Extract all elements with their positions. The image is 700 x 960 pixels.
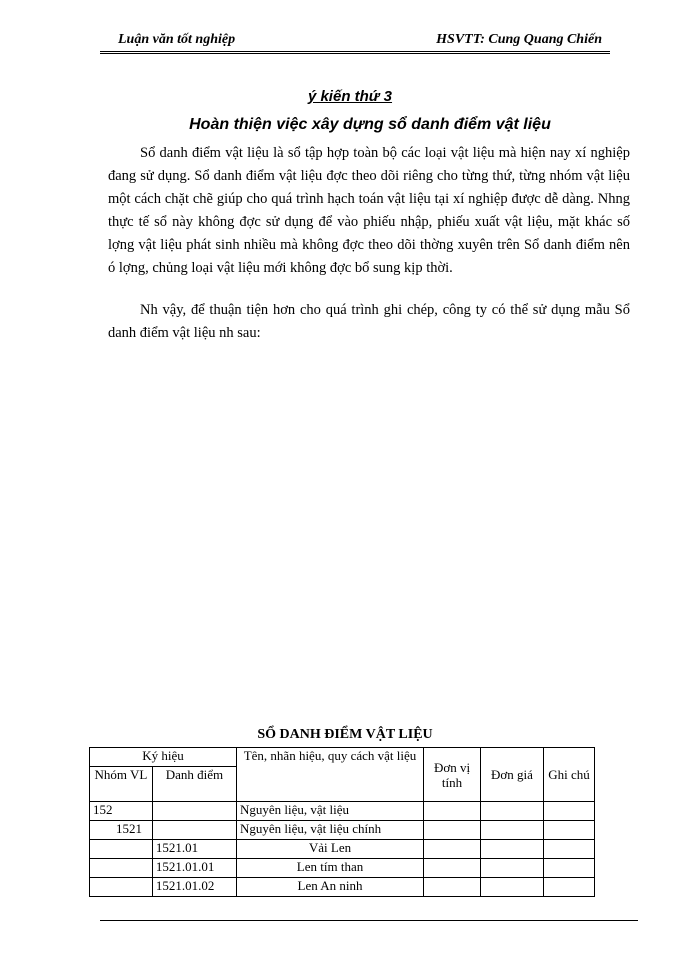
cell-nhom: 152 [90, 802, 153, 821]
cell-ten: Len tím than [237, 859, 424, 878]
header-rule [100, 51, 610, 54]
header-ky-hieu: Ký hiệu [90, 748, 237, 767]
header-danh-diem: Danh điểm [152, 767, 236, 802]
header-don-gia: Đơn giá [481, 748, 544, 802]
section-heading: ý kiến thứ 3 [307, 88, 393, 105]
cell-ten: Nguyên liệu, vật liệu [237, 802, 424, 821]
cell-nhom [90, 878, 153, 897]
cell-don-vi [424, 821, 481, 840]
cell-don-gia [481, 878, 544, 897]
footer-rule [100, 920, 638, 921]
cell-don-vi [424, 859, 481, 878]
material-catalog-table [89, 747, 595, 897]
header-ghi-chu: Ghi chú [544, 748, 595, 802]
cell-don-gia [481, 821, 544, 840]
cell-don-gia [481, 802, 544, 821]
cell-ghi-chu [544, 859, 595, 878]
table-row [90, 878, 595, 897]
section-subheading: Hoàn thiện việc xây dựng sổ danh điểm vật liệu [189, 116, 551, 133]
cell-ghi-chu [544, 840, 595, 859]
cell-nhom: 1521 [90, 821, 153, 840]
cell-danh-diem: 1521.01.02 [152, 878, 236, 897]
cell-don-gia [481, 859, 544, 878]
cell-danh-diem [152, 821, 236, 840]
cell-ghi-chu [544, 821, 595, 840]
cell-don-gia [481, 840, 544, 859]
cell-don-vi [424, 802, 481, 821]
header-thesis-title: Luận văn tốt nghiệp [118, 32, 236, 47]
table-row [90, 859, 595, 878]
cell-ghi-chu [544, 802, 595, 821]
body-paragraph-2: Nh vậy, để thuận tiện hơn cho quá trình ghi chép, công ty có thể sử dụng mẫu Sổ danh điểm vật liệu nh sau: [108, 302, 630, 341]
cell-nhom [90, 859, 153, 878]
table-row [90, 802, 595, 821]
table-title: SỔ DANH ĐIỂM VẬT LIỆU [257, 727, 433, 742]
header-ten: Tên, nhãn hiệu, quy cách vật liệu [237, 748, 424, 802]
cell-danh-diem [152, 802, 236, 821]
table-row [90, 840, 595, 859]
cell-danh-diem: 1521.01 [152, 840, 236, 859]
body-paragraph-1: Sổ danh điểm vật liệu là sổ tập hợp toàn bộ các loại vật liệu mà hiện nay xí nghiệp đang sử dụng. Sổ danh điểm vật liệu đợc theo dõi riêng cho từng thứ, từng nhóm vật liệu một cách chặt chẽ giúp cho quá trình hạch toán vật liệu tại xí nghiệp được dễ dàng. Nhng thực tế sổ này không đợc sử dụng để vào phiếu nhập, phiếu xuất vật liệu, mặt khác số lợng vật liệu phát sinh nhiều mà không đợc theo dõi thờng xuyên trên Sổ danh điểm nên ó lợng, chủng loại vật liệu mới không đợc bổ sung kịp thời. [108, 145, 630, 276]
header-don-vi: Đơn vị tính [424, 748, 481, 802]
cell-ghi-chu [544, 878, 595, 897]
table-row [90, 821, 595, 840]
page-header [100, 28, 610, 52]
cell-don-vi [424, 878, 481, 897]
cell-danh-diem: 1521.01.01 [152, 859, 236, 878]
cell-ten: Nguyên liệu, vật liệu chính [237, 821, 424, 840]
header-author: HSVTT: Cung Quang Chiến [436, 32, 602, 47]
cell-don-vi [424, 840, 481, 859]
header-nhom: Nhóm VL [90, 767, 153, 802]
cell-ten: Vải Len [237, 840, 424, 859]
cell-ten: Len An ninh [237, 878, 424, 897]
cell-nhom [90, 840, 153, 859]
